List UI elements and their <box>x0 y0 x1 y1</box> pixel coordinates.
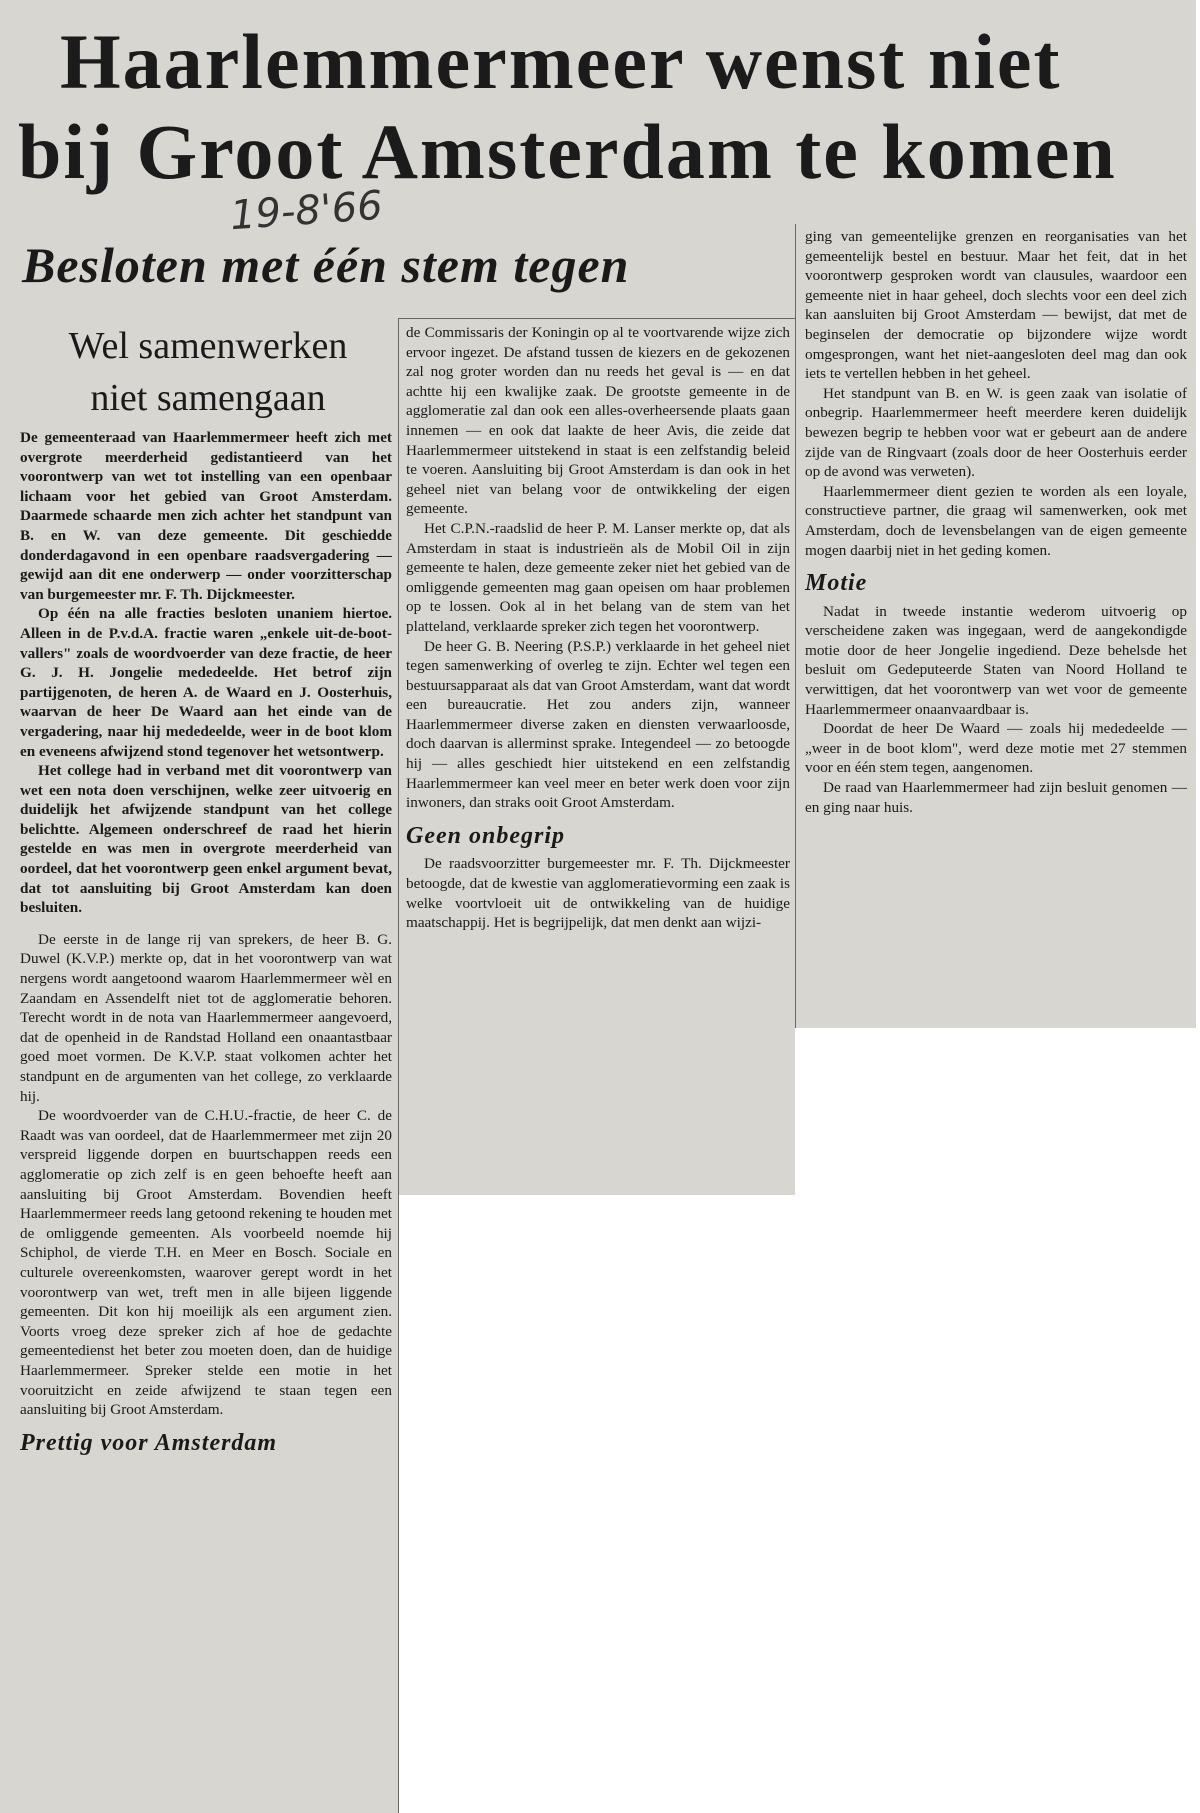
kicker-heading <box>28 320 388 424</box>
column-rule <box>398 318 795 319</box>
section-heading: Prettig voor Amsterdam <box>20 1429 278 1456</box>
body-paragraph: Het C.P.N.-raadslid de heer P. M. Lanser merkte op, dat als Amsterdam in staat is industrieën als de Mobil Oil in zijn gemeente te halen, deze gemeente zeker niet het gebied van de omliggende gemeenten mag gaan opeisen om haar problemen op te lossen. Ook al in het belang van de stem van het platteland, verklaarde spreker zich tegen het voorontwerp. <box>406 519 790 635</box>
headline-line-1: Haarlemmermeer wenst niet <box>60 18 1062 105</box>
column-rule <box>398 318 399 1813</box>
lead-paragraph: Op één na alle fracties besloten unaniem hiertoe. Alleen in de P.v.d.A. fractie waren „enkele uit-de-boot-vallers" zoals de woordvoerder van deze fractie, de heer G. J. H. Jongelie mededeelde. Het betrof zijn partijgenoten, de heren A. de Waard en J. Oosterhuis, waarvan de heer De Waard aan het einde van de vergadering, naar hij mededeelde, weer in de boot klom en eveneens afwijzend stond tegenover het wetsontwerp. <box>20 605 392 760</box>
body-paragraph: ging van gemeentelijke grenzen en reorganisaties van het gemeentelijk bestel en bestuur. Maar het feit, dat in het voorontwerp gesproken wordt van clausules, waardoor een gemeente niet in haar geheel, doch slechts voor een deel zich kan aansluiten bij Groot Amsterdam — bewijst, dat met de beginselen der democratie op bijzondere wijze wordt omgesprongen, want het niet-aangesloten deel mag dan ook iets te vertellen hebben in het geheel. <box>805 228 1187 383</box>
kicker-line-2: niet samengaan <box>90 377 326 419</box>
lead-paragraph: Het college had in verband met dit voorontwerp van wet een nota doen verschijnen, welke zeer uitvoerig en duidelijk het afwijzende standpunt van het college belichtte. Algemeen onderschreef de raad het hierin gestelde en was men in overgrote meerderheid van oordeel, dat het voorontwerp geen enkel argument bevat, dat tot aansluiting bij Groot Amsterdam kan doen besluiten. <box>20 762 392 917</box>
article-column-2 <box>406 323 790 933</box>
body-paragraph: De raadsvoorzitter burgemeester mr. F. Th. Dijckmeester betoogde, dat de kwestie van agglomeratievorming een zaak is welke voortvloeit uit de ontwikkeling van de huidige maatschappij. Het is begrijpelijk, dat men denkt aan wijzi- <box>406 855 790 932</box>
kicker-line-1: Wel samenwerken <box>68 325 348 367</box>
body-paragraph: Nadat in tweede instantie wederom uitvoerig op verscheidene zaken was ingegaan, werd de aangekondigde motie door de heer Jongelie ingediend. Deze behelsde het besluit om Gedeputeerde Staten van Noord Holland te verwittigen, dat het voorontwerp van wet voor de gemeente Haarlemmermeer onaanvaardbaar is. <box>805 602 1187 718</box>
body-paragraph: de Commissaris der Koningin op al te voortvarende wijze zich ervoor ingezet. De afstand tussen de kiezers en de gekozenen zal nog groter worden dan nu reeds het geval is — en dat achtte hij een kwalijke zaak. De grootste gemeente in de agglomeratie zal dan ook een alles-overheersende plaats gaan innemen — en ook dat laakte de heer Avis, die zeide dat Haarlemmermeer uitstekend in staat is een zelfstandig beleid te voeren. Aansluiting bij Groot Amsterdam is dan ook in het geheel niet van belang voor de ontwikkeling der eigen gemeente. <box>406 324 790 518</box>
body-paragraph: De eerste in de lange rij van sprekers, de heer B. G. Duwel (K.V.P.) merkte op, dat in het voorontwerp van wat nergens wordt aangetoond waarom Haarlemmermeer wèl en Zaandam en Assendelft niet tot de agglomeratie behoren. Terecht wordt in de nota van Haarlemmermeer aangevoerd, dat de openheid in de Randstad Holland een onaantastbaar goed moet vormen. De K.V.P. staat volkomen achter het standpunt en de argumenten van het college, zo verklaarde hij. <box>20 930 392 1105</box>
column-rule <box>795 224 796 1028</box>
section-heading: Geen onbegrip <box>406 822 565 849</box>
body-paragraph: De woordvoerder van de C.H.U.-fractie, de heer C. de Raadt was van oordeel, dat de Haarlemmermeer met zijn 20 verspreid liggende dorpen en buurtschappen reeds een agglomeratie op zich zelf is en geen behoefte heeft aan aansluiting bij Groot Amsterdam. Bovendien heeft Haarlemmermeer reeds lang getoond rekening te houden met de omliggende gemeenten. Als voorbeeld noemde hij Schiphol, de vierde T.H. en Meer en Bosch. Sociale en culturele overeenkomsten, waarover gerept wordt in het voorontwerp van wet, treft men in alle bijeen liggende gemeenten. Dit kon hij moeilijk als een argument zien. Voorts vroeg deze spreker zich af hoe de gedachte gemeentedienst het beter zou moeten doen, dan de huidige Haarlemmermeer. Spreker stelde een motie in het vooruitzicht en zeide afwijzend te staan tegen een aansluiting bij Groot Amsterdam. <box>20 1107 392 1419</box>
subheadline: Besloten met één stem tegen <box>22 237 630 293</box>
body-paragraph: Doordat de heer De Waard — zoals hij mededeelde — „weer in de boot klom", werd deze motie met 27 stemmen voor en één stem tegen, aangenomen. <box>805 720 1187 777</box>
body-paragraph: De raad van Haarlemmermeer had zijn besluit genomen — en ging naar huis. <box>805 779 1187 816</box>
body-paragraph: Het standpunt van B. en W. is geen zaak van isolatie of onbegrip. Haarlemmermeer heeft meerdere keren duidelijk bewezen begrip te hebben voor wat er gebeurt aan de andere zijde van de Ringvaart (zoals door de heer Oosterhuis eerder op de avond was verweten). <box>805 384 1187 481</box>
section-heading: Motie <box>805 570 868 597</box>
blank-background <box>398 1195 1200 1813</box>
article-column-3 <box>805 227 1187 817</box>
lead-paragraph: De gemeenteraad van Haarlemmermeer heeft zich met overgrote meerderheid gedistantieerd van het voorontwerp van wet tot instelling van een openbaar lichaam voor het gebied van Groot Amsterdam. Daarmede schaarde men zich achter het standpunt van B. en W. van deze gemeente. Dit geschiedde donderdagavond in een openbare raadsvergadering — gewijd aan dit ene onderwerp — onder voorzitterschap van burgemeester mr. F. Th. Dijckmeester. <box>20 429 392 603</box>
article-column-1 <box>20 428 392 1461</box>
handwritten-date: 19-8'66 <box>228 182 385 240</box>
headline-line-2: bij Groot Amsterdam te komen <box>18 108 1117 195</box>
body-paragraph: De heer G. B. Neering (P.S.P.) verklaarde in het geheel niet tegen samenwerking of overleg te zijn. Echter wel tegen een bestuursapparaat als dat van Groot Amsterdam, want dat wordt een bureaucratie. Het zou anders zijn, wanneer Haarlemmermeer diverse zaken en diensten verwaarloosde, doch daarvan is allerminst sprake. Integendeel — zo betoogde hij — alles geschiedt hier uitstekend en een zelfstandig Haarlemmermeer kan veel meer en beter werk doen voor zijn inwoners, dan straks ooit Groot Amsterdam. <box>406 637 790 812</box>
body-paragraph: Haarlemmermeer dient gezien te worden als een loyale, constructieve partner, die graag wil samenwerken, ook met Amsterdam, doch de levensbelangen van de eigen gemeente mogen daarbij niet in het geding komen. <box>805 482 1187 559</box>
